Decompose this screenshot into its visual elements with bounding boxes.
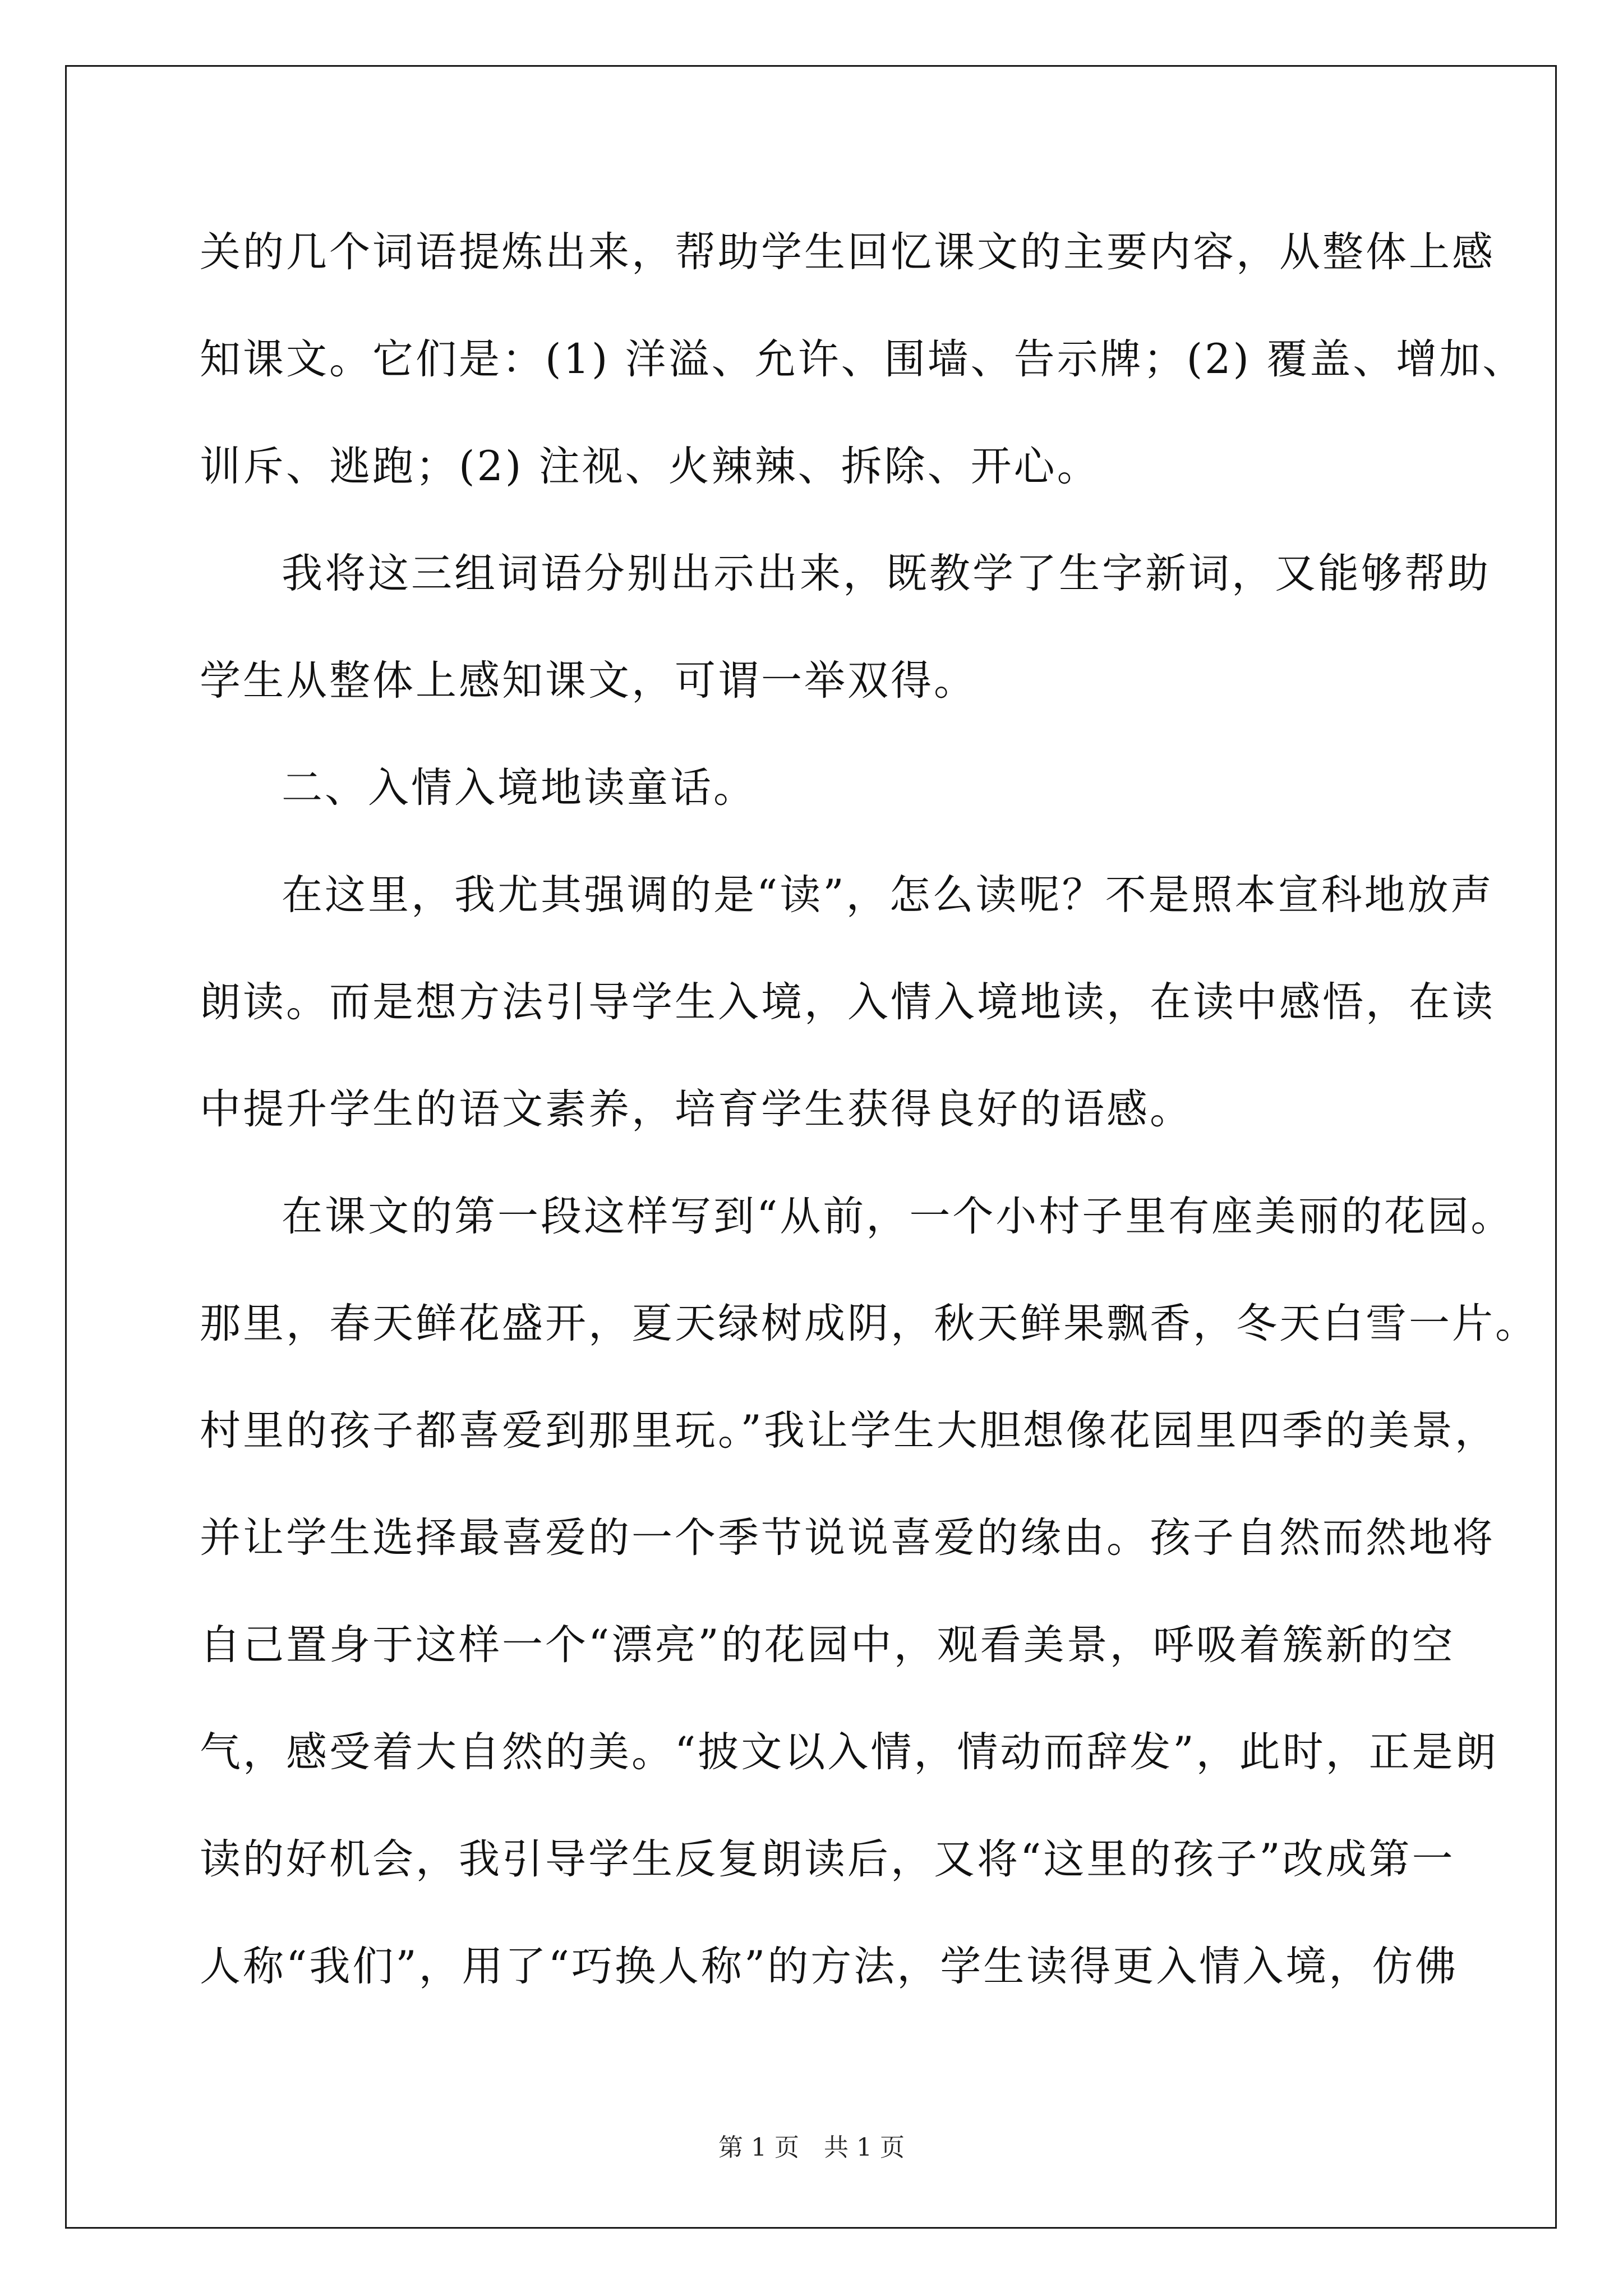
paragraph-start-line: 在这里，我尤其强调的是“读”，怎么读呢？不是照本宣科地放声 bbox=[282, 871, 1494, 919]
text-line: 人称“我们”，用了“巧换人称”的方法，学生读得更入情入境，仿佛 bbox=[200, 1943, 1459, 1990]
paragraph-start-line: 在课文的第一段这样写到“从前，一个小村子里有座美丽的花园。 bbox=[282, 1193, 1514, 1240]
text-line: 村里的孩子都喜爱到那里玩。”我让学生大胆想像花园里四季的美景， bbox=[200, 1407, 1498, 1455]
section-heading: 二、入情入境地读童话。 bbox=[282, 764, 757, 812]
text-line: 气，感受着大自然的美。“披文以入情，情动而辞发”，此时，正是朗 bbox=[200, 1728, 1498, 1776]
paragraph-start-line: 我将这三组词语分别出示出来，既教学了生字新词，又能够帮助 bbox=[282, 550, 1491, 597]
text-line: 读的好机会，我引导学生反复朗读后，又将“这里的孩子”改成第一 bbox=[200, 1835, 1455, 1883]
text-line: 训斥、逃跑；(2) 注视、火辣辣、拆除、开心。 bbox=[200, 443, 1100, 490]
text-line: 关的几个词语提炼出来，帮助学生回忆课文的主要内容，从整体上感 bbox=[200, 228, 1495, 276]
text-line: 学生从整体上感知课文，可谓一举双得。 bbox=[200, 657, 977, 705]
text-line: 那里，春天鲜花盛开，夏天绿树成阴，秋天鲜果飘香，冬天白雪一片。 bbox=[200, 1300, 1538, 1347]
page-number-footer: 第 1 页 共 1 页 bbox=[718, 2133, 905, 2162]
text-line: 并让学生选择最喜爱的一个季节说说喜爱的缘由。孩子自然而然地将 bbox=[200, 1514, 1495, 1562]
text-line: 中提升学生的语文素养，培育学生获得良好的语感。 bbox=[200, 1085, 1193, 1133]
text-line: 知课文。它们是：(1) 洋溢、允许、围墙、告示牌；(2) 覆盖、增加、 bbox=[200, 335, 1526, 383]
text-line: 自己置身于这样一个“漂亮”的花园中，观看美景，呼吸着簇新的空 bbox=[200, 1621, 1455, 1669]
text-line: 朗读。而是想方法引导学生入境，入情入境地读，在读中感悟，在读 bbox=[200, 978, 1495, 1026]
